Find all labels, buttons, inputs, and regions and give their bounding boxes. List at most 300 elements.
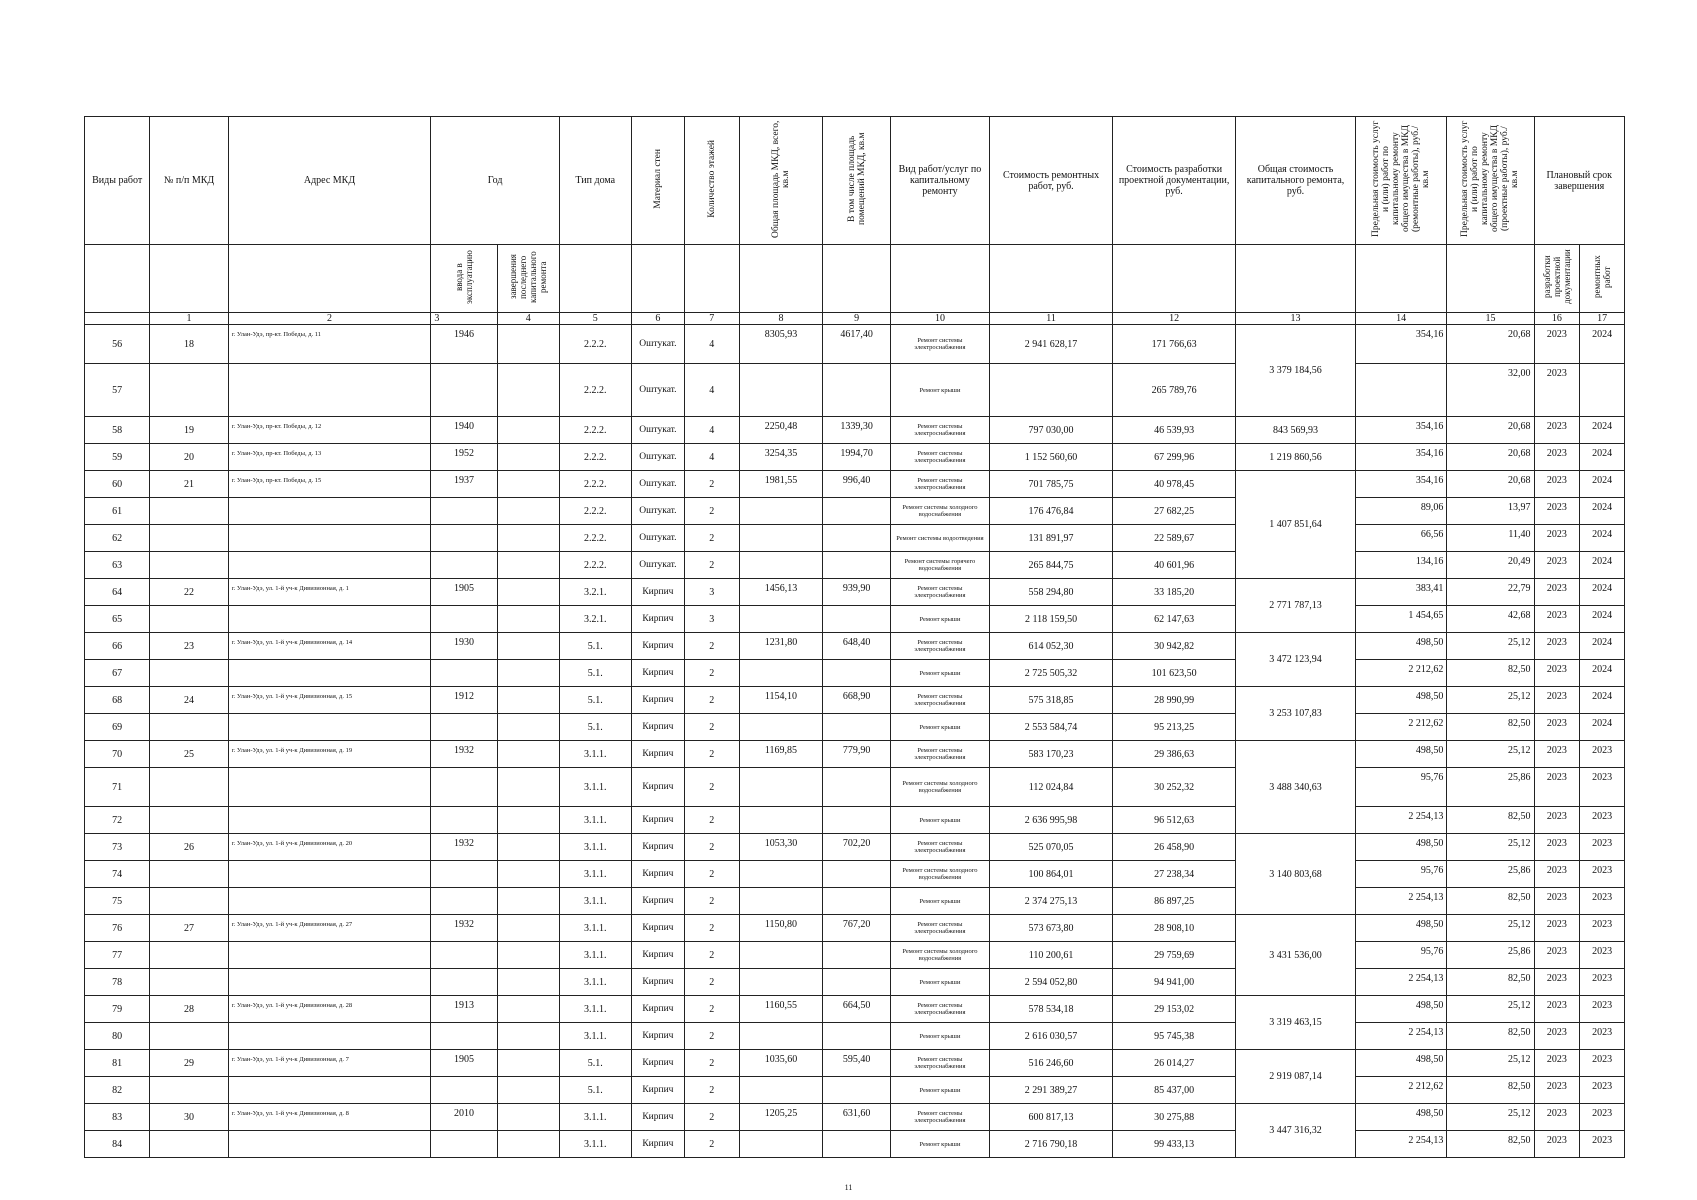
row-limit-repair: 354,16 (1355, 444, 1446, 471)
row-repair-cost: 600 817,13 (989, 1104, 1112, 1131)
row-floors: 4 (685, 364, 739, 417)
row-mkd-number: 27 (150, 915, 228, 942)
row-repair-kind: Ремонт системы электроснабжения (890, 996, 989, 1023)
row-deadline-repair: 2023 (1580, 1050, 1625, 1077)
row-address: г. Улан-Удэ, пр-кт. Победы, д. 11 (228, 325, 431, 364)
row-year-last-repair (497, 741, 559, 768)
row-total-cost: 3 447 316,32 (1236, 1104, 1356, 1158)
row-year-commissioning (431, 768, 497, 807)
table-row (85, 714, 1625, 741)
column-number: 14 (1355, 313, 1446, 325)
row-premises-area: 939,90 (823, 579, 891, 606)
row-premises-area (823, 969, 891, 996)
header-planned-deadline: Плановый срок завершения (1534, 117, 1625, 245)
row-repair-kind: Ремонт системы водоотведения (890, 525, 989, 552)
row-repair-cost: 2 616 030,57 (989, 1023, 1112, 1050)
row-year-last-repair (497, 888, 559, 915)
row-limit-repair: 134,16 (1355, 552, 1446, 579)
row-total-area (739, 807, 823, 834)
row-deadline-design: 2023 (1534, 633, 1580, 660)
row-house-type: 3.1.1. (559, 996, 631, 1023)
row-limit-design: 82,50 (1447, 807, 1534, 834)
row-address (228, 1077, 431, 1104)
row-mkd-number: 20 (150, 444, 228, 471)
row-deadline-design: 2023 (1534, 714, 1580, 741)
table-row (85, 915, 1625, 942)
row-year-last-repair (497, 525, 559, 552)
table-row (85, 660, 1625, 687)
row-floors: 4 (685, 417, 739, 444)
row-house-type: 3.1.1. (559, 1023, 631, 1050)
row-premises-area: 1339,30 (823, 417, 891, 444)
row-address: г. Улан-Удэ, ул. 1-й уч-к Дивизионная, д. 20 (228, 834, 431, 861)
table-row (85, 633, 1625, 660)
header-total-area: Общая площадь МКД, всего, кв.м (739, 117, 823, 245)
row-limit-repair: 2 212,62 (1355, 660, 1446, 687)
row-year-last-repair (497, 969, 559, 996)
row-design-cost: 96 512,63 (1113, 807, 1236, 834)
row-house-type: 2.2.2. (559, 325, 631, 364)
row-deadline-repair: 2023 (1580, 1077, 1625, 1104)
row-limit-repair: 1 454,65 (1355, 606, 1446, 633)
row-repair-cost: 525 070,05 (989, 834, 1112, 861)
row-house-type: 3.1.1. (559, 768, 631, 807)
row-year-commissioning: 1932 (431, 915, 497, 942)
table-row (85, 552, 1625, 579)
row-wall-material: Кирпич (631, 996, 684, 1023)
table-row (85, 1131, 1625, 1158)
table-row (85, 996, 1625, 1023)
row-work-number: 67 (85, 660, 150, 687)
row-deadline-repair: 2024 (1580, 552, 1625, 579)
row-total-area (739, 364, 823, 417)
row-deadline-design: 2023 (1534, 552, 1580, 579)
row-premises-area (823, 714, 891, 741)
row-limit-design: 25,12 (1447, 741, 1534, 768)
table-row (85, 1023, 1625, 1050)
row-wall-material: Кирпич (631, 861, 684, 888)
row-limit-repair: 354,16 (1355, 325, 1446, 364)
row-deadline-repair: 2024 (1580, 525, 1625, 552)
row-address (228, 1131, 431, 1158)
row-premises-area (823, 768, 891, 807)
row-repair-kind: Ремонт крыши (890, 888, 989, 915)
column-number: 17 (1580, 313, 1625, 325)
row-year-commissioning (431, 364, 497, 417)
row-total-area (739, 969, 823, 996)
row-mkd-number: 21 (150, 471, 228, 498)
row-house-type: 5.1. (559, 660, 631, 687)
row-floors: 4 (685, 444, 739, 471)
row-design-cost: 26 014,27 (1113, 1050, 1236, 1077)
table-row (85, 417, 1625, 444)
row-design-cost: 62 147,63 (1113, 606, 1236, 633)
row-premises-area (823, 888, 891, 915)
table-row (85, 1077, 1625, 1104)
table-row (85, 969, 1625, 996)
row-limit-repair: 2 254,13 (1355, 807, 1446, 834)
row-repair-cost: 614 052,30 (989, 633, 1112, 660)
row-house-type: 3.2.1. (559, 606, 631, 633)
row-work-number: 74 (85, 861, 150, 888)
row-mkd-number: 29 (150, 1050, 228, 1077)
row-limit-repair: 95,76 (1355, 942, 1446, 969)
row-year-last-repair (497, 861, 559, 888)
row-repair-cost: 2 594 052,80 (989, 969, 1112, 996)
row-repair-kind: Ремонт системы электроснабжения (890, 1104, 989, 1131)
column-number: 13 (1236, 313, 1356, 325)
row-repair-kind: Ремонт крыши (890, 660, 989, 687)
row-repair-kind: Ремонт системы холодного водоснабжения (890, 942, 989, 969)
row-year-commissioning: 1940 (431, 417, 497, 444)
row-repair-kind: Ремонт крыши (890, 807, 989, 834)
row-floors: 2 (685, 525, 739, 552)
row-total-area: 1150,80 (739, 915, 823, 942)
row-limit-design: 82,50 (1447, 888, 1534, 915)
row-year-commissioning (431, 552, 497, 579)
row-premises-area: 595,40 (823, 1050, 891, 1077)
row-year-last-repair (497, 687, 559, 714)
row-house-type: 3.1.1. (559, 969, 631, 996)
row-deadline-design: 2023 (1534, 364, 1580, 417)
row-total-area (739, 498, 823, 525)
row-wall-material: Кирпич (631, 807, 684, 834)
row-limit-repair: 498,50 (1355, 1050, 1446, 1077)
row-repair-cost: 797 030,00 (989, 417, 1112, 444)
column-number: 11 (989, 313, 1112, 325)
row-floors: 4 (685, 325, 739, 364)
row-house-type: 3.1.1. (559, 834, 631, 861)
row-deadline-design: 2023 (1534, 417, 1580, 444)
row-year-last-repair (497, 915, 559, 942)
row-wall-material: Кирпич (631, 1023, 684, 1050)
row-design-cost: 101 623,50 (1113, 660, 1236, 687)
row-address (228, 552, 431, 579)
column-number: 12 (1113, 313, 1236, 325)
row-year-commissioning (431, 606, 497, 633)
row-premises-area (823, 1077, 891, 1104)
row-deadline-design: 2023 (1534, 741, 1580, 768)
row-work-number: 80 (85, 1023, 150, 1050)
row-year-last-repair (497, 834, 559, 861)
row-address: г. Улан-Удэ, ул. 1-й уч-к Дивизионная, д. 15 (228, 687, 431, 714)
row-total-area: 1160,55 (739, 996, 823, 1023)
row-year-commissioning (431, 714, 497, 741)
row-house-type: 5.1. (559, 1050, 631, 1077)
row-wall-material: Кирпич (631, 714, 684, 741)
row-deadline-repair: 2023 (1580, 915, 1625, 942)
row-year-last-repair (497, 996, 559, 1023)
row-work-number: 66 (85, 633, 150, 660)
row-house-type: 3.1.1. (559, 741, 631, 768)
row-mkd-number (150, 606, 228, 633)
row-deadline-repair: 2023 (1580, 741, 1625, 768)
row-total-area (739, 606, 823, 633)
row-deadline-repair: 2024 (1580, 714, 1625, 741)
row-limit-design: 82,50 (1447, 1131, 1534, 1158)
row-design-cost: 28 990,99 (1113, 687, 1236, 714)
row-deadline-repair (1580, 364, 1625, 417)
row-floors: 2 (685, 471, 739, 498)
table-row (85, 741, 1625, 768)
row-floors: 2 (685, 996, 739, 1023)
row-deadline-design: 2023 (1534, 525, 1580, 552)
table-row (85, 807, 1625, 834)
row-limit-design: 82,50 (1447, 969, 1534, 996)
row-deadline-design: 2023 (1534, 1104, 1580, 1131)
row-repair-kind: Ремонт системы холодного водоснабжения (890, 768, 989, 807)
row-wall-material: Кирпич (631, 888, 684, 915)
row-wall-material: Кирпич (631, 633, 684, 660)
row-limit-design: 82,50 (1447, 714, 1534, 741)
row-repair-kind: Ремонт системы электроснабжения (890, 579, 989, 606)
row-design-cost: 30 275,88 (1113, 1104, 1236, 1131)
row-design-cost: 27 238,34 (1113, 861, 1236, 888)
row-house-type: 2.2.2. (559, 444, 631, 471)
row-wall-material: Оштукат. (631, 325, 684, 364)
row-mkd-number (150, 942, 228, 969)
row-address (228, 888, 431, 915)
header-row-sub (85, 245, 1625, 313)
row-mkd-number: 22 (150, 579, 228, 606)
row-mkd-number (150, 1023, 228, 1050)
row-mkd-number (150, 1077, 228, 1104)
row-address (228, 606, 431, 633)
row-wall-material: Кирпич (631, 1050, 684, 1077)
row-design-cost: 46 539,93 (1113, 417, 1236, 444)
row-work-number: 76 (85, 915, 150, 942)
row-repair-kind: Ремонт крыши (890, 1023, 989, 1050)
row-deadline-design: 2023 (1534, 471, 1580, 498)
row-repair-kind: Ремонт системы электроснабжения (890, 834, 989, 861)
row-repair-cost: 2 118 159,50 (989, 606, 1112, 633)
row-limit-design: 25,12 (1447, 687, 1534, 714)
row-design-cost: 86 897,25 (1113, 888, 1236, 915)
row-house-type: 5.1. (559, 633, 631, 660)
row-total-area (739, 768, 823, 807)
row-repair-cost: 110 200,61 (989, 942, 1112, 969)
row-house-type: 3.1.1. (559, 861, 631, 888)
header-limit-design: Предельная стоимость услуг и (или) работ по капитальному ремонту общего имущества в МКД (проектные работы), руб./кв.м (1447, 117, 1534, 245)
header-year-commissioning: ввода в эксплуатацию (431, 245, 497, 313)
repair-plan-table-sheet (84, 116, 1625, 1158)
header-year: Год (431, 117, 560, 245)
row-design-cost: 171 766,63 (1113, 325, 1236, 364)
row-total-area (739, 1023, 823, 1050)
row-work-number: 77 (85, 942, 150, 969)
header-deadline-repair: ремонтных работ (1580, 245, 1625, 313)
column-number: 2 (228, 313, 431, 325)
row-total-cost: 3 431 536,00 (1236, 915, 1356, 996)
row-total-area: 1169,85 (739, 741, 823, 768)
row-year-last-repair (497, 768, 559, 807)
row-limit-repair: 354,16 (1355, 417, 1446, 444)
table-row (85, 942, 1625, 969)
row-year-commissioning (431, 888, 497, 915)
row-deadline-design: 2023 (1534, 498, 1580, 525)
row-wall-material: Оштукат. (631, 444, 684, 471)
row-mkd-number (150, 888, 228, 915)
row-design-cost: 94 941,00 (1113, 969, 1236, 996)
row-total-area: 1456,13 (739, 579, 823, 606)
column-number: 1 (150, 313, 228, 325)
row-limit-design: 13,97 (1447, 498, 1534, 525)
row-repair-cost: 176 476,84 (989, 498, 1112, 525)
table-row (85, 861, 1625, 888)
table-row (85, 444, 1625, 471)
row-repair-cost: 2 716 790,18 (989, 1131, 1112, 1158)
row-deadline-repair: 2023 (1580, 861, 1625, 888)
row-deadline-repair: 2023 (1580, 834, 1625, 861)
row-address: г. Улан-Удэ, ул. 1-й уч-к Дивизионная, д. 28 (228, 996, 431, 1023)
row-total-cost: 3 472 123,94 (1236, 633, 1356, 687)
table-row (85, 687, 1625, 714)
row-deadline-design: 2023 (1534, 996, 1580, 1023)
row-year-last-repair (497, 1077, 559, 1104)
row-floors: 2 (685, 807, 739, 834)
header-row-main (85, 117, 1625, 245)
row-mkd-number: 19 (150, 417, 228, 444)
row-year-last-repair (497, 444, 559, 471)
row-limit-design: 25,12 (1447, 633, 1534, 660)
row-floors: 2 (685, 741, 739, 768)
table-row (85, 1104, 1625, 1131)
row-year-last-repair (497, 552, 559, 579)
row-premises-area (823, 606, 891, 633)
table-row (85, 606, 1625, 633)
table-row (85, 325, 1625, 364)
row-year-last-repair (497, 579, 559, 606)
row-design-cost: 29 153,02 (1113, 996, 1236, 1023)
row-year-last-repair (497, 1131, 559, 1158)
table-row (85, 768, 1625, 807)
row-year-last-repair (497, 325, 559, 364)
row-design-cost: 30 252,32 (1113, 768, 1236, 807)
row-premises-area (823, 498, 891, 525)
table-row (85, 525, 1625, 552)
row-year-commissioning (431, 807, 497, 834)
row-wall-material: Кирпич (631, 660, 684, 687)
row-floors: 2 (685, 915, 739, 942)
row-limit-design: 22,79 (1447, 579, 1534, 606)
row-year-last-repair (497, 471, 559, 498)
row-total-area: 1981,55 (739, 471, 823, 498)
row-house-type: 5.1. (559, 1077, 631, 1104)
row-total-area (739, 888, 823, 915)
row-address: г. Улан-Удэ, пр-кт. Победы, д. 12 (228, 417, 431, 444)
row-repair-kind: Ремонт крыши (890, 1077, 989, 1104)
row-work-number: 64 (85, 579, 150, 606)
row-address: г. Улан-Удэ, пр-кт. Победы, д. 13 (228, 444, 431, 471)
row-wall-material: Кирпич (631, 915, 684, 942)
row-design-cost: 40 601,96 (1113, 552, 1236, 579)
row-repair-kind: Ремонт крыши (890, 1131, 989, 1158)
row-premises-area (823, 525, 891, 552)
row-limit-repair: 95,76 (1355, 861, 1446, 888)
row-work-number: 69 (85, 714, 150, 741)
row-repair-cost: 558 294,80 (989, 579, 1112, 606)
row-deadline-repair: 2023 (1580, 768, 1625, 807)
row-wall-material: Кирпич (631, 942, 684, 969)
row-total-cost: 3 140 803,68 (1236, 834, 1356, 915)
row-limit-repair: 2 254,13 (1355, 888, 1446, 915)
row-total-area (739, 660, 823, 687)
row-limit-repair: 95,76 (1355, 768, 1446, 807)
row-premises-area: 648,40 (823, 633, 891, 660)
row-house-type: 3.1.1. (559, 888, 631, 915)
row-repair-kind: Ремонт системы электроснабжения (890, 915, 989, 942)
row-floors: 2 (685, 1077, 739, 1104)
header-repair-kind: Вид работ/услуг по капитальному ремонту (890, 117, 989, 245)
row-wall-material: Кирпич (631, 741, 684, 768)
row-repair-kind: Ремонт крыши (890, 969, 989, 996)
column-number: 4 (497, 313, 559, 325)
row-repair-cost (989, 364, 1112, 417)
column-number-row (85, 313, 1625, 325)
row-deadline-design: 2023 (1534, 1131, 1580, 1158)
row-design-cost: 33 185,20 (1113, 579, 1236, 606)
row-premises-area: 4617,40 (823, 325, 891, 364)
row-deadline-design: 2023 (1534, 579, 1580, 606)
table-row (85, 364, 1625, 417)
row-design-cost: 40 978,45 (1113, 471, 1236, 498)
row-year-commissioning (431, 660, 497, 687)
row-limit-repair: 2 212,62 (1355, 1077, 1446, 1104)
row-deadline-repair: 2024 (1580, 498, 1625, 525)
row-limit-repair: 498,50 (1355, 915, 1446, 942)
row-limit-repair: 2 254,13 (1355, 1131, 1446, 1158)
row-limit-design: 25,12 (1447, 1050, 1534, 1077)
row-limit-design: 25,12 (1447, 1104, 1534, 1131)
row-address (228, 942, 431, 969)
row-mkd-number: 24 (150, 687, 228, 714)
row-deadline-repair: 2024 (1580, 444, 1625, 471)
row-total-area: 1154,10 (739, 687, 823, 714)
header-mkd-number: № п/п МКД (150, 117, 228, 245)
row-house-type: 2.2.2. (559, 364, 631, 417)
row-work-number: 61 (85, 498, 150, 525)
row-work-number: 73 (85, 834, 150, 861)
row-total-area (739, 1077, 823, 1104)
row-limit-repair: 89,06 (1355, 498, 1446, 525)
row-year-last-repair (497, 660, 559, 687)
row-address (228, 969, 431, 996)
row-work-number: 68 (85, 687, 150, 714)
row-repair-cost: 131 891,97 (989, 525, 1112, 552)
repair-plan-table (84, 116, 1625, 1158)
header-premises-area: В том числе площадь помещений МКД, кв.м (823, 117, 891, 245)
row-repair-cost: 573 673,80 (989, 915, 1112, 942)
row-house-type: 2.2.2. (559, 552, 631, 579)
header-work-type: Виды работ (85, 117, 150, 245)
row-year-last-repair (497, 1104, 559, 1131)
row-repair-cost: 701 785,75 (989, 471, 1112, 498)
row-total-area (739, 552, 823, 579)
row-premises-area (823, 1023, 891, 1050)
row-floors: 2 (685, 1131, 739, 1158)
row-repair-kind: Ремонт системы холодного водоснабжения (890, 498, 989, 525)
row-floors: 2 (685, 687, 739, 714)
row-work-number: 83 (85, 1104, 150, 1131)
row-limit-design: 20,68 (1447, 444, 1534, 471)
row-address: г. Улан-Удэ, ул. 1-й уч-к Дивизионная, д. 8 (228, 1104, 431, 1131)
row-house-type: 2.2.2. (559, 471, 631, 498)
row-floors: 3 (685, 579, 739, 606)
column-number: 9 (823, 313, 891, 325)
row-limit-design: 32,00 (1447, 364, 1534, 417)
row-limit-repair: 2 212,62 (1355, 714, 1446, 741)
row-premises-area (823, 861, 891, 888)
